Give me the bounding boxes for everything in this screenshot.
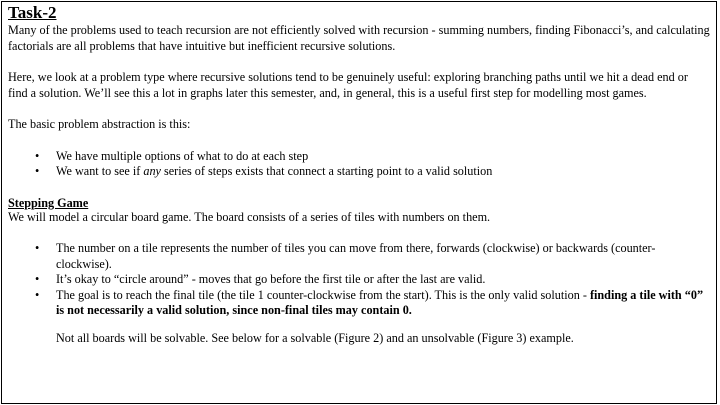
section-heading: Stepping Game: [8, 195, 89, 210]
abstraction-list: [8, 149, 710, 180]
bullet-icon: •: [35, 287, 40, 302]
closing-note: Not all boards will be solvable. See below for a solvable (Figure 2) and an unsolvable (Figure 3) example.: [56, 330, 574, 345]
bullet-icon: •: [35, 272, 40, 286]
list-item: [8, 288, 710, 319]
rule-text-bold: finding a tile with “0” is not necessarily a valid solution, since non-final tiles may contain 0.: [56, 287, 704, 317]
list-item-text-post: series of steps exists that connect a starting point to a valid solution: [160, 164, 493, 178]
task-title: Task-2: [8, 3, 57, 22]
document-page: [1, 1, 717, 404]
document-content: [2, 2, 716, 346]
list-item: [8, 164, 710, 180]
list-item: [8, 149, 710, 165]
bullet-icon: •: [35, 241, 40, 255]
rules-list: [8, 241, 710, 319]
list-item-text: We have multiple options of what to do at each step: [56, 148, 309, 163]
abstraction-intro: The basic problem abstraction is this:: [8, 117, 191, 131]
rule-text: The number on a tile represents the number of tiles you can move from there, forwards (clockwise) or backwards (counter-clockwise).: [56, 241, 656, 271]
list-item-text-pre: We want to see if: [56, 164, 144, 178]
list-item: [8, 241, 710, 272]
intro-paragraph: Many of the problems used to teach recursion are not efficiently solved with recursion - summing numbers, finding Fibonacci’s, and calculating factorials are all problems that have intuitive but inefficient recursive solutions.: [8, 23, 710, 53]
list-item: [8, 272, 710, 288]
list-item-emphasis: any: [143, 164, 161, 178]
section-description: We will model a circular board game. The board consists of a series of tiles with numbers on them.: [8, 209, 491, 224]
rule-text: It’s okay to “circle around” - moves that go before the first tile or after the last are valid.: [56, 272, 486, 286]
bullet-icon: •: [35, 164, 40, 178]
problem-paragraph: Here, we look at a problem type where recursive solutions tend to be genuinely useful: exploring branching paths until we hit a dead end or find a solution. We’ll see this a lot in graphs later this semester, and, in general, this is a useful first step for modelling most games.: [8, 70, 688, 100]
bullet-icon: •: [35, 148, 40, 163]
rule-text-pre: The goal is to reach the final tile (the tile 1 counter-clockwise from the start). This is the only valid solution -: [56, 287, 590, 302]
